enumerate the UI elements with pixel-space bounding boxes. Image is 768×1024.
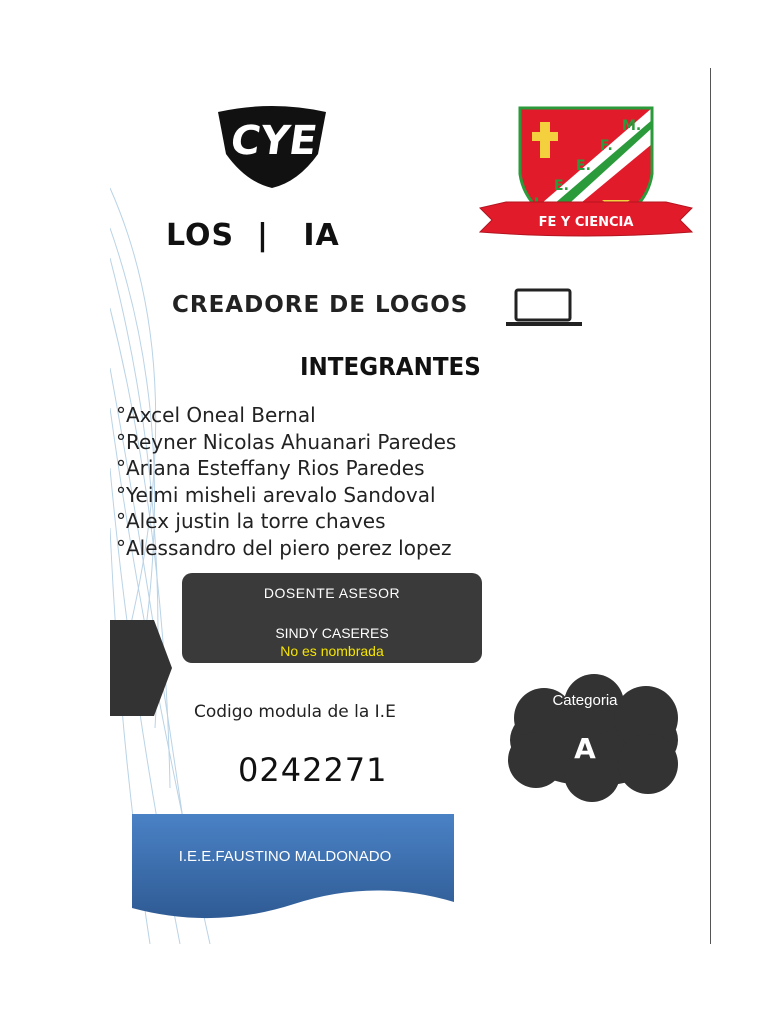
svg-text:CYE: CYE xyxy=(227,118,320,164)
school-name: I.E.E.FAUSTINO MALDONADO xyxy=(178,848,392,865)
codigo-label: Codigo modula de la I.E xyxy=(194,702,396,722)
page-title: CREADORE DE LOGOS xyxy=(172,292,469,318)
team-name: LOS | IA xyxy=(166,218,340,253)
cye-logo-icon xyxy=(214,106,330,190)
laptop-icon xyxy=(504,286,584,328)
advisor-label: DOSENTE ASESOR xyxy=(263,585,401,601)
codigo-value: 0242271 xyxy=(238,751,388,789)
list-item: °Ariana Esteffany Rios Paredes xyxy=(116,456,425,480)
svg-text:FE Y CIENCIA: FE Y CIENCIA xyxy=(538,215,634,230)
svg-text:E.: E. xyxy=(576,158,591,174)
school-banner xyxy=(124,808,464,928)
list-item: °Reyner Nicolas Ahuanari Paredes xyxy=(116,429,457,454)
side-arrow-shape xyxy=(110,620,174,716)
member-list xyxy=(116,402,456,561)
list-item: °Yeimi misheli arevalo Sandoval xyxy=(116,482,436,507)
svg-text:M.: M. xyxy=(622,118,642,134)
section-heading: INTEGRANTES xyxy=(300,352,481,381)
categoria-value: A xyxy=(574,732,596,765)
advisor-name: SINDY CASERES xyxy=(275,625,389,641)
svg-text:E.: E. xyxy=(554,178,569,194)
categoria-label: Categoria xyxy=(552,692,618,709)
advisor-box xyxy=(182,573,482,663)
school-crest-icon xyxy=(476,104,696,254)
advisor-note: No es nombrada xyxy=(280,643,384,659)
list-item: °Alex justin la torre chaves xyxy=(116,509,386,533)
list-item: °Axcel Oneal Bernal xyxy=(116,403,316,427)
list-item: °Alessandro del piero perez lopez xyxy=(116,535,452,560)
svg-text:F.: F. xyxy=(600,138,613,154)
document-page xyxy=(110,68,711,944)
